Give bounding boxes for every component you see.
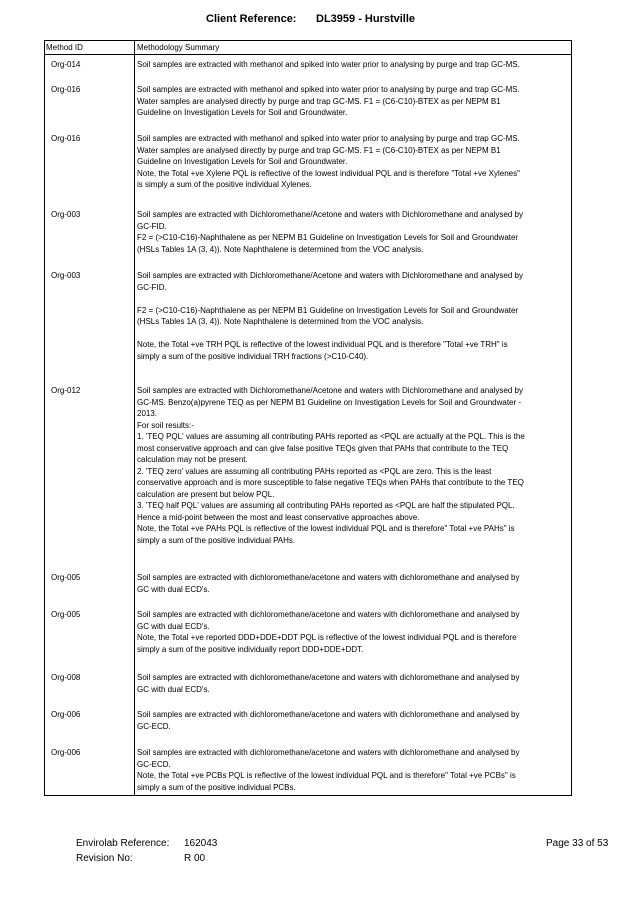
methodology-summary-cell: [137, 270, 567, 362]
methodology-summary-cell: [137, 385, 567, 546]
summary-line: GC with dual ECD's.: [137, 584, 210, 594]
summary-line: Soil samples are extracted with dichloromethane/acetone and waters with dichloromethane and analysed by: [137, 673, 520, 682]
methodology-summary-cell: [137, 84, 567, 119]
summary-line: calculation may not be present.: [137, 455, 248, 464]
summary-line: simply a sum of the positive individual TRH fractions (>C10-C40).: [137, 351, 369, 361]
methodology-summary-cell: [137, 672, 567, 695]
method-id-cell: Org-014: [51, 60, 81, 69]
table-header-row: [45, 41, 571, 55]
method-id-cell: Org-016: [51, 85, 81, 94]
summary-line: Soil samples are extracted with dichloromethane/acetone and waters with dichloromethane and analysed by: [137, 748, 520, 757]
method-id-cell: Org-006: [51, 710, 81, 719]
client-reference-label: Client Reference:: [206, 13, 297, 25]
summary-line: Note, the Total +ve Xylene PQL is reflective of the lowest individual PQL and is therefore "Total +ve Xylenes": [137, 168, 520, 178]
summary-line: Guideline on Investigation Levels for Soil and Groundwater.: [137, 108, 348, 117]
method-id-cell: Org-005: [51, 573, 81, 582]
methodology-summary-cell: [137, 747, 567, 793]
summary-line: GC-MS. Benzo(a)pyrene TEQ as per NEPM B1 Guideline on Investigation Levels for Soil and Groundwater -: [137, 397, 522, 407]
summary-line: Soil samples are extracted with Dichloromethane/Acetone and waters with Dichloromethane and analysed by: [137, 271, 523, 280]
method-id-cell: Org-005: [51, 610, 81, 619]
summary-line: [137, 328, 567, 340]
summary-line: Soil samples are extracted with methanol and spiked into water prior to analysing by purge and trap GC-MS.: [137, 134, 520, 143]
client-reference-value: DL3959 - Hurstville: [316, 13, 416, 25]
summary-line: simply a sum of the positive individually report DDD+DDE+DDT.: [137, 644, 364, 654]
method-id-cell: Org-006: [51, 748, 81, 757]
methodology-table: [44, 40, 572, 796]
column-header-summary: Methodology Summary: [137, 43, 220, 52]
summary-line: For soil results:-: [137, 420, 194, 430]
summary-line: GC-ECD.: [137, 721, 171, 731]
method-id-cell: Org-008: [51, 673, 81, 682]
method-id-cell: Org-016: [51, 134, 81, 143]
summary-line: Water samples are analysed directly by purge and trap GC-MS. F1 = (C6-C10)-BTEX as per NEPM B1: [137, 96, 501, 106]
page-number: Page 33 of 53: [546, 838, 609, 849]
methodology-summary-cell: [137, 709, 567, 732]
summary-line: [137, 293, 567, 305]
method-id-cell: Org-012: [51, 386, 81, 395]
summary-line: Soil samples are extracted with Dichloromethane/Acetone and waters with Dichloromethane and analysed by: [137, 210, 523, 219]
summary-line: F2 = (>C10-C16)-Naphthalene as per NEPM B1 Guideline on Investigation Levels for Soil and Groundwater: [137, 233, 519, 242]
summary-line: GC with dual ECD's.: [137, 621, 210, 631]
column-divider: [134, 41, 135, 795]
methodology-summary-cell: [137, 572, 567, 595]
summary-line: Soil samples are extracted with methanol and spiked into water prior to analysing by purge and trap GC-MS.: [137, 85, 520, 94]
summary-line: simply a sum of the positive individual PAHs.: [137, 535, 296, 545]
summary-line: Water samples are analysed directly by purge and trap GC-MS. F1 = (C6-C10)-BTEX as per NEPM B1: [137, 145, 501, 155]
summary-line: is simply a sum of the positive individual Xylenes.: [137, 180, 312, 189]
envirolab-reference-value: 162043: [184, 838, 218, 849]
summary-line: F2 = (>C10-C16)-Naphthalene as per NEPM B1 Guideline on Investigation Levels for Soil and Groundwater: [137, 305, 519, 315]
summary-line: Soil samples are extracted with dichloromethane/acetone and waters with dichloromethane and analysed by: [137, 710, 520, 719]
methodology-summary-cell: [137, 59, 567, 71]
method-id-cell: Org-003: [51, 271, 81, 280]
summary-line: Note, the Total +ve TRH PQL is reflective of the lowest individual PQL and is therefore "Total +ve TRH" is: [137, 340, 508, 349]
summary-line: Soil samples are extracted with Dichloromethane/Acetone and waters with Dichloromethane and analysed by: [137, 386, 523, 395]
summary-line: Note, the Total +ve PAHs PQL is reflective of the lowest individual PQL and is therefore" Total +ve PAHs" is: [137, 524, 515, 533]
summary-line: 3. 'TEQ half PQL' values are assuming all contributing PAHs reported as <PQL are half the stipulated PQL.: [137, 501, 515, 510]
summary-line: Soil samples are extracted with dichloromethane/acetone and waters with dichloromethane and analysed by: [137, 610, 520, 619]
revision-label: Revision No:: [76, 853, 133, 864]
summary-line: Soil samples are extracted with methanol and spiked into water prior to analysing by purge and trap GC-MS.: [137, 60, 520, 69]
summary-line: Soil samples are extracted with dichloromethane/acetone and waters with dichloromethane and analysed by: [137, 573, 520, 582]
summary-line: GC-FID.: [137, 282, 167, 292]
envirolab-reference-label: Envirolab Reference:: [76, 838, 170, 849]
summary-line: Note, the Total +ve reported DDD+DDE+DDT PQL is reflective of the lowest individual PQL and is therefore: [137, 633, 517, 642]
methodology-summary-cell: [137, 133, 567, 191]
summary-line: most conservative approach and can give false positive TEQs given that PAHs that contribute to the TEQ: [137, 443, 509, 453]
summary-line: Guideline on Investigation Levels for Soil and Groundwater.: [137, 157, 348, 166]
summary-line: GC with dual ECD's.: [137, 684, 210, 694]
summary-line: Note, the Total +ve PCBs PQL is reflective of the lowest individual PQL and is therefore" Total +ve PCBs" is: [137, 771, 516, 780]
summary-line: 2013.: [137, 409, 158, 418]
summary-line: conservative approach and is more susceptible to false negative TEQs when PAHs that contribute to the TEQ: [137, 478, 524, 487]
summary-line: Hence a mid-point between the most and least conservative approaches above.: [137, 512, 420, 522]
summary-line: GC-FID.: [137, 221, 167, 231]
revision-value: R 00: [184, 853, 206, 864]
summary-line: 1. 'TEQ PQL' values are assuming all contributing PAHs reported as <PQL are actually at the PQL. This is the: [137, 432, 525, 441]
summary-line: simply a sum of the positive individual PCBs.: [137, 782, 296, 792]
summary-line: (HSLs Tables 1A (3, 4)). Note Naphthalene is determined from the VOC analysis.: [137, 317, 424, 326]
summary-line: (HSLs Tables 1A (3, 4)). Note Naphthalene is determined from the VOC analysis.: [137, 244, 424, 254]
summary-line: calculation are present but below PQL.: [137, 489, 275, 499]
method-id-cell: Org-003: [51, 210, 81, 219]
summary-line: 2. 'TEQ zero' values are assuming all contributing PAHs reported as <PQL are zero. This is the least: [137, 466, 492, 476]
summary-line: GC-ECD.: [137, 759, 171, 769]
methodology-summary-cell: [137, 209, 567, 255]
column-header-method-id: Method ID: [46, 43, 83, 52]
methodology-summary-cell: [137, 609, 567, 655]
